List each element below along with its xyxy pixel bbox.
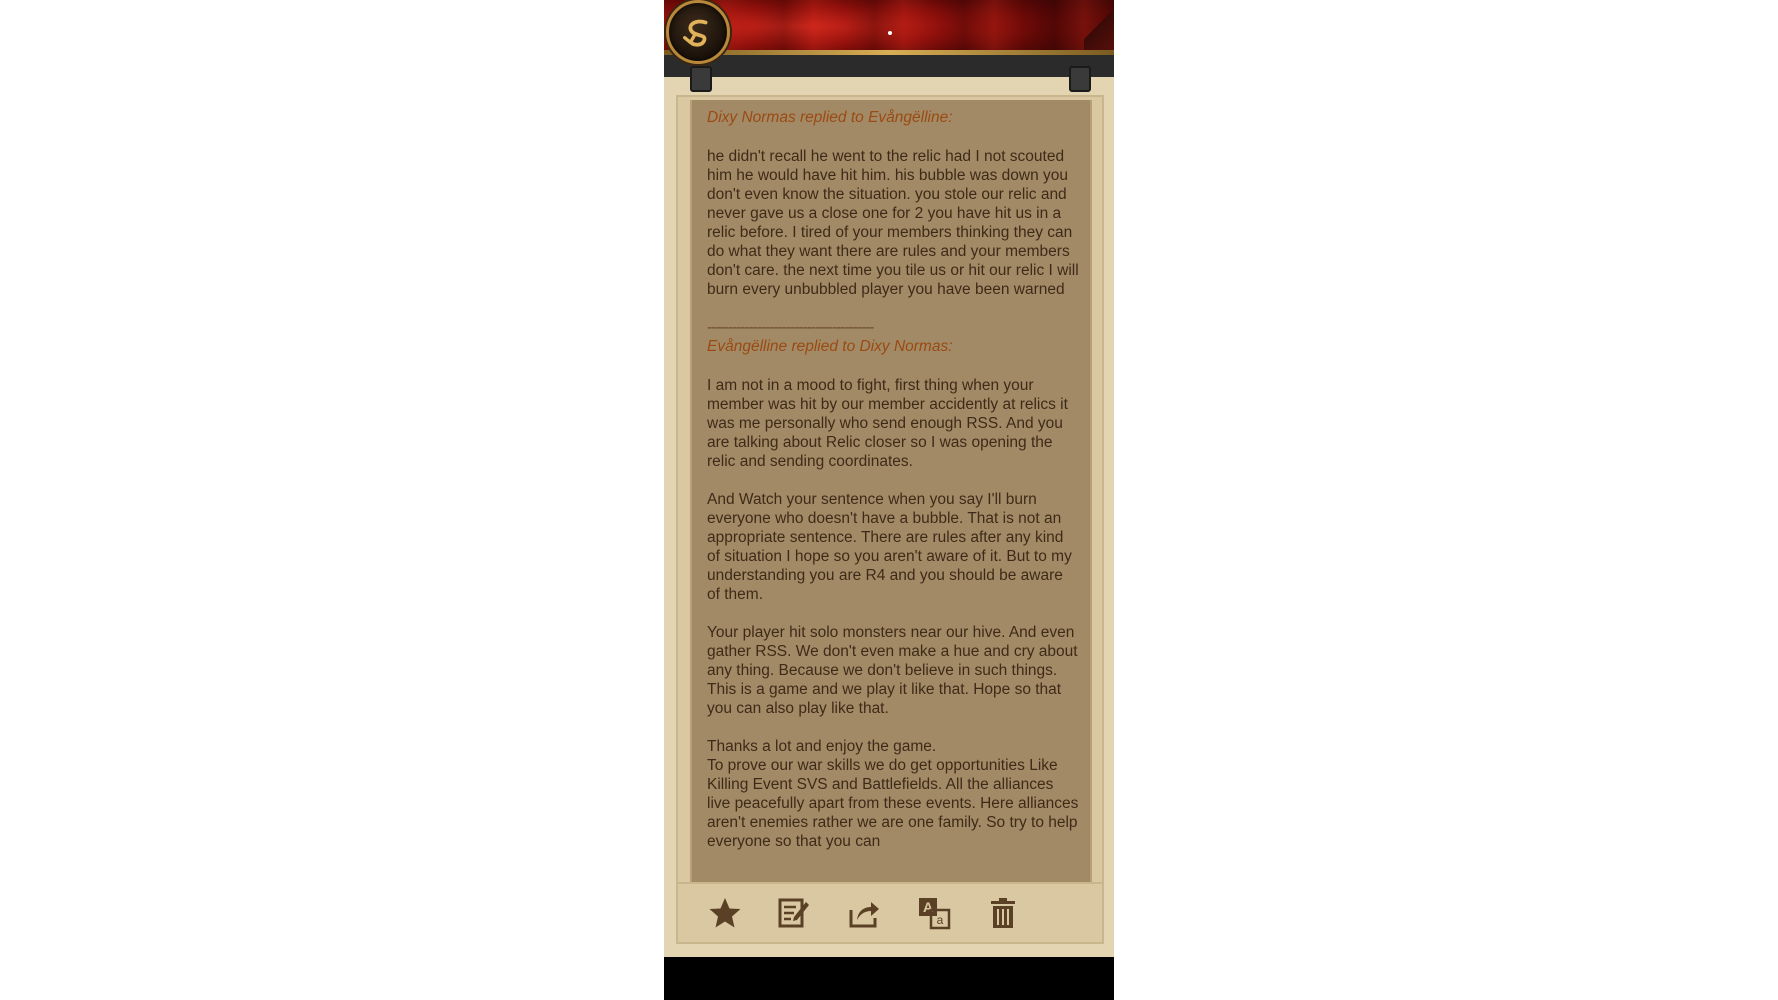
share-button[interactable] [845, 894, 883, 932]
mail-panel [676, 95, 1104, 944]
delete-button[interactable] [984, 894, 1022, 932]
edit-note-icon [777, 896, 811, 930]
star-icon [708, 896, 742, 930]
back-arrow-icon [679, 13, 717, 51]
reply-header-1: Dixy Normas replied to Evångëlline: [707, 109, 953, 126]
game-mail-screen [664, 0, 1114, 1000]
share-icon [847, 896, 881, 930]
translate-button[interactable] [915, 894, 953, 932]
message-paragraph: Your player hit solo monsters near our hive. And even gather RSS. We don't even make a hue and cry about any thing. Because we don't believe in such things. This is a game and we play it like that. Hope so that you can also play like that. [707, 624, 1078, 717]
reply-divider: ---------------------------------------- [707, 319, 874, 336]
svg-text:A: A [922, 899, 934, 915]
message-paragraph: I am not in a mood to fight, first thing when your member was hit by our member accidently at relics it was me personally who send enough RSS. And you are talking about Relic closer so I was opening the relic and sending coordinates. [707, 377, 1068, 470]
message-paragraph: Thanks a lot and enjoy the game. To prove our war skills we do get opportunities Like Killing Event SVS and Battlefields. All the alliances live peacefully apart from these events. Here alliances aren't enemies rather we are one family. So try to help everyone so that you can [707, 738, 1079, 850]
favorite-button[interactable] [706, 894, 744, 932]
header-gold-trim [664, 50, 1114, 55]
header-dark-band [664, 55, 1114, 77]
svg-text:a: a [936, 913, 944, 927]
back-button[interactable] [666, 0, 730, 64]
right-rivet-ornament [1069, 66, 1091, 92]
system-navigation-bar [664, 957, 1114, 1000]
left-rivet-ornament [690, 66, 712, 92]
message-paragraph: And Watch your sentence when you say I'll burn everyone who doesn't have a bubble. That is not an appropriate sentence. There are rules after any kind of situation I hope so you aren't aware of it. But to my understanding you are R4 and you should be aware of them. [707, 491, 1072, 603]
message-paragraph: he didn't recall he went to the relic had I not scouted him he would have hit him. his bubble was down you don't even know the situation. you stole our relic and never gave us a close one for 2 you have hit us in a relic before. I tired of your members thinking they can do what they want there are rules and your members don't care. the next time you tile us or hit our relic I will burn every unbubbled player you have been warned [707, 148, 1079, 298]
header-indicator-dot [888, 31, 892, 35]
mail-body[interactable] [690, 100, 1092, 882]
mail-action-toolbar [678, 882, 1102, 940]
header-corner-ornament [1084, 0, 1114, 56]
reply-header-2: Evångëlline replied to Dixy Normas: [707, 338, 953, 355]
trash-icon [986, 896, 1020, 930]
reply-button[interactable] [775, 894, 813, 932]
translate-icon [917, 896, 951, 930]
